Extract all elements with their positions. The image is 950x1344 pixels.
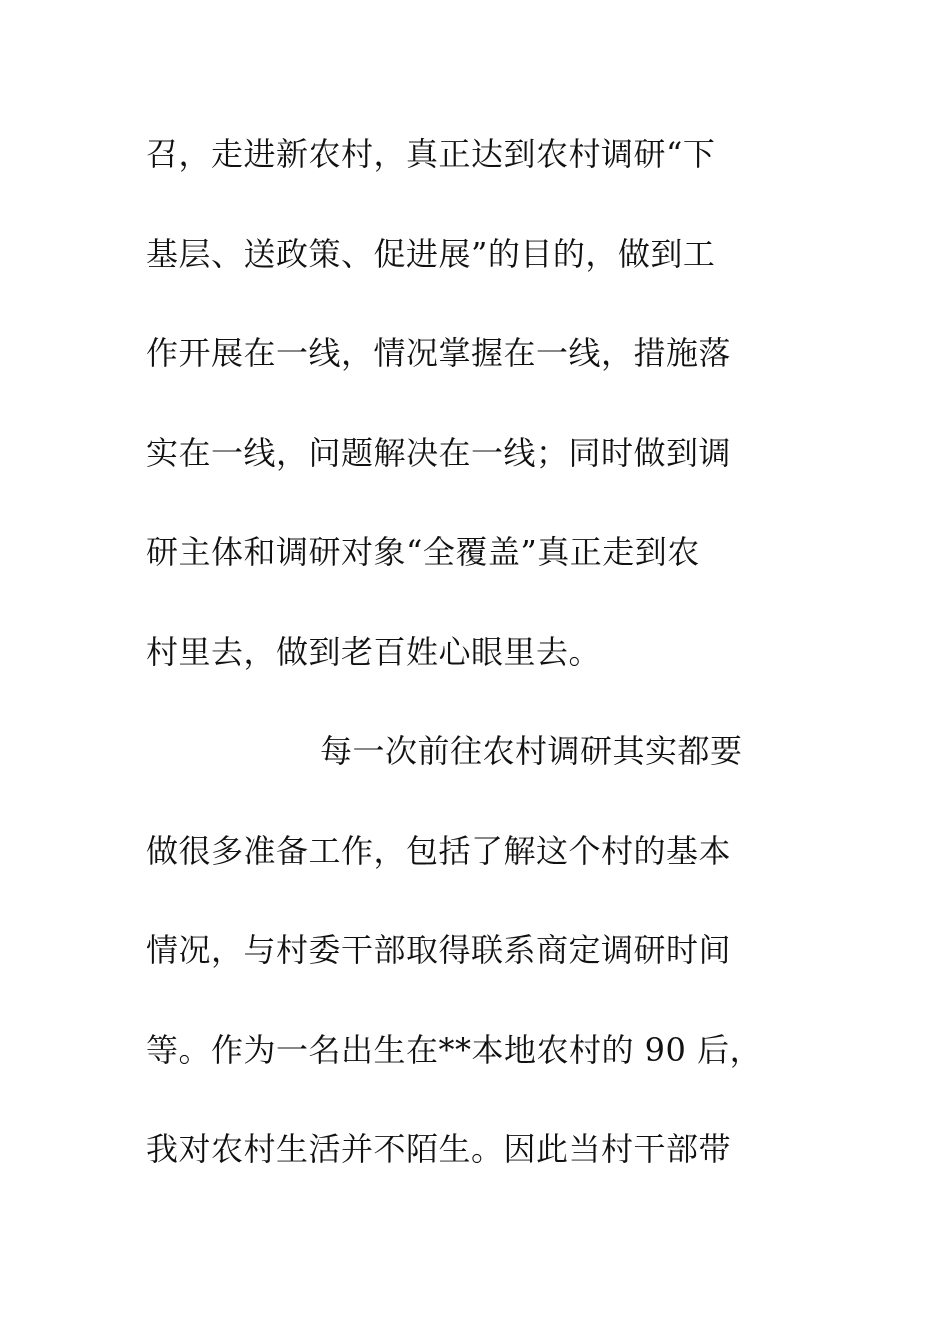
text-line: 等。作为一名出生在**本地农村的 90 后， [146,1030,763,1069]
text-line: 作开展在一线，情况掌握在一线，措施落 [146,334,732,372]
text-line: 实在一线，问题解决在一线；同时做到调 [146,433,732,472]
text-line: 研主体和调研对象“全覆盖”真正走到农 [146,533,700,571]
body-text [146,126,786,1221]
text-line: 村里去，做到老百姓心眼里去。 [146,632,602,671]
text-line: 做很多准备工作，包括了解这个村的基本 [146,831,732,870]
text-line: 召，走进新农村，真正达到农村调研“下 [146,135,716,173]
text-line: 我对农村生活并不陌生。因此当村干部带 [146,1130,732,1168]
text-line: 情况，与村委干部取得联系商定调研时间 [146,931,732,969]
paragraph-start-line: 每一次前往农村调研其实都要 [320,732,743,770]
text-line: 基层、送政策、促进展”的目的，做到工 [146,234,716,273]
